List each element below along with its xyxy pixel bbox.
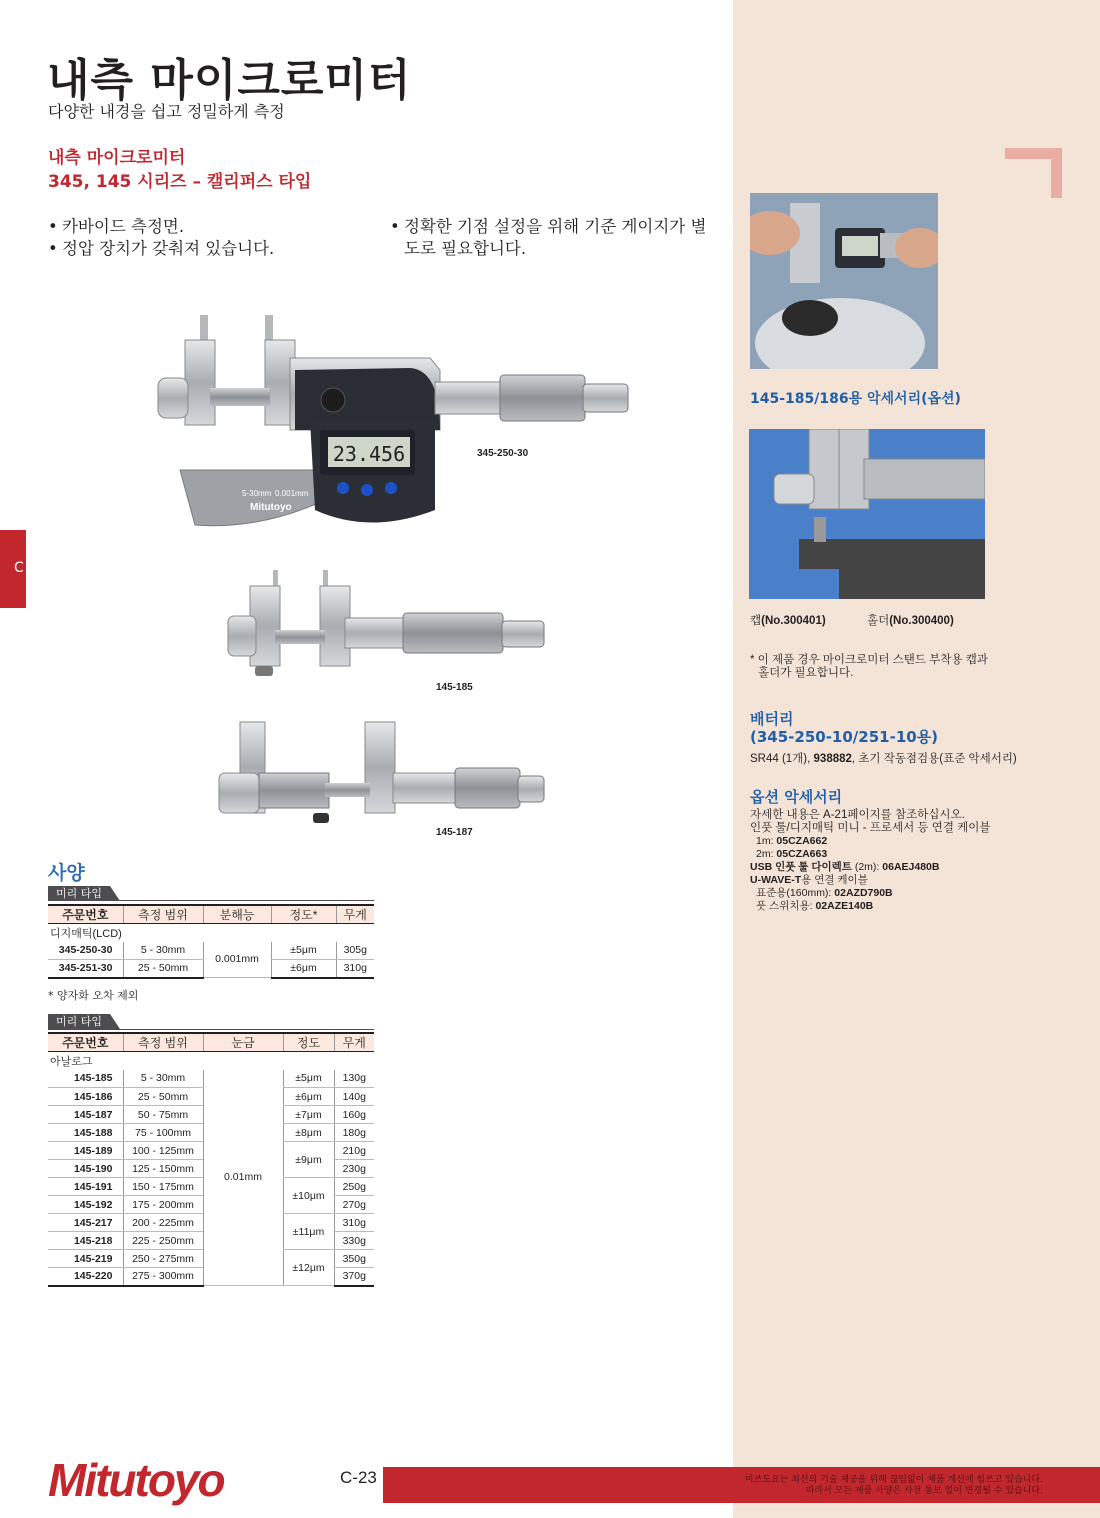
- lcd-readout: 23.456: [332, 442, 406, 466]
- column-header: 정도: [283, 1033, 334, 1052]
- spec-tag: 미리 타입: [48, 886, 110, 901]
- table-row: 145-219 250 - 275mm ±12μm 350g: [48, 1250, 374, 1268]
- table-row: 145-189 100 - 125mm ±9μm 210g: [48, 1142, 374, 1160]
- group-row: 디지매틱(LCD): [50, 927, 122, 940]
- table-row: 145-220 275 - 300mm 370g: [48, 1268, 374, 1286]
- table-row: 345-251-30 25 - 50mm ±6μm 310g: [48, 960, 374, 978]
- column-header: 정도*: [271, 905, 336, 924]
- spec-tag: 미리 타입: [48, 1014, 110, 1029]
- section-title-line1: 내측 마이크로미터: [48, 148, 186, 168]
- brand-marking: Mitutoyo: [250, 502, 292, 513]
- chapter-tab-label: C: [14, 560, 24, 576]
- product-caption: 145-187: [436, 827, 473, 838]
- page-number: C-23: [340, 1468, 377, 1487]
- table-row: 145-187 50 - 75mm ±7μm 160g: [48, 1106, 374, 1124]
- feature-item: • 정압 장치가 갖춰져 있습니다.: [48, 238, 378, 260]
- column-header: 측정 범위: [123, 905, 203, 924]
- table-row: 145-185 5 - 30mm 0.01mm ±5μm 130g: [48, 1070, 374, 1088]
- product-image-145-187: [215, 718, 545, 833]
- table-row: 145-190 125 - 150mm 230g: [48, 1160, 374, 1178]
- feature-list-right: [390, 216, 720, 260]
- options-title: 옵션 악세서리: [750, 788, 843, 806]
- resolution-marking: 0.001mm: [275, 489, 309, 498]
- column-header: 눈금: [203, 1033, 283, 1052]
- column-header: 무게: [334, 1033, 374, 1052]
- corner-mark: [1005, 148, 1062, 198]
- feature-list-left: [48, 216, 378, 260]
- table-row: 145-188 75 - 100mm ±8μm 180g: [48, 1124, 374, 1142]
- product-caption: 145-185: [436, 682, 473, 693]
- table-row: 145-191 150 - 175mm ±10μm 250g: [48, 1178, 374, 1196]
- table-row: 145-186 25 - 50mm ±6μm 140g: [48, 1088, 374, 1106]
- accessory-photo-hands: [750, 193, 938, 369]
- feature-item: • 정확한 기점 설정을 위해 기준 게이지가 별도로 필요합니다.: [390, 216, 720, 260]
- page-subtitle: 다양한 내경을 쉽고 정밀하게 측정: [48, 102, 285, 121]
- digital-spec-table: [48, 904, 374, 979]
- table-header: [48, 905, 374, 924]
- column-header: 무게: [336, 905, 374, 924]
- column-header: 주문번호: [48, 1033, 123, 1052]
- accessory-title: 145-185/186용 악세서리(옵션): [750, 391, 961, 407]
- holder-label: 홀더(No.300400): [867, 615, 954, 627]
- table-row: 345-250-30 5 - 30mm 0.001mm ±5μm 305g: [48, 942, 374, 960]
- range-marking: 5-30mm: [242, 489, 272, 498]
- options-list: 자세한 내용은 A-21페이지를 참조하십시오. 인풋 툴/디지매틱 미니 - 프로세서 등 연결 케이블 1m: 05CZA662 2m: 05CZA663 USB 인풋 툴 다이렉트 (2m): 06AEJ480B U-WAVE-T용 연결 케이블 표준용(160mm): 02AZD790B 풋 스위치용: 02AZE140B: [750, 809, 991, 912]
- section-title-line2: 345, 145 시리즈 – 캘리퍼스 타입: [48, 172, 312, 192]
- feature-item: • 카바이드 측정면.: [48, 216, 378, 238]
- specs-title: 사양: [48, 862, 85, 884]
- product-caption: 345-250-30: [477, 448, 529, 459]
- column-header: 측정 범위: [123, 1033, 203, 1052]
- table-header: [48, 1033, 374, 1052]
- spec-footnote: * 양자화 오차 제외: [48, 989, 139, 1002]
- group-row: 아날로그: [50, 1055, 93, 1068]
- product-image-145-185: [225, 568, 555, 688]
- accessory-photo-stand: [749, 429, 985, 599]
- section-title: [48, 146, 311, 194]
- tag-line: [48, 900, 374, 901]
- footer-disclaimer: 미쓰도요는 최신의 기술 제공을 위해 끊임없이 제품 개선에 힘쓰고 있습니다. 따라서 모든 제품 사양은 사전 통보 없이 변경될 수 있습니다.: [744, 1475, 1043, 1496]
- battery-title: 배터리 (345-250-10/251-10용): [750, 710, 939, 746]
- column-header: 주문번호: [48, 905, 123, 924]
- battery-text: SR44 (1개), 938882, 초기 작동점검용(표준 악세서리): [750, 753, 1017, 765]
- table-row: 145-192 175 - 200mm 270g: [48, 1196, 374, 1214]
- column-header: 분해능: [203, 905, 271, 924]
- analog-spec-table: [48, 1032, 374, 1287]
- product-image-345-250-30: [150, 310, 640, 535]
- chapter-tab: [0, 530, 26, 608]
- brand-logo: Mitutoyo: [48, 1454, 224, 1506]
- table-row: 145-217 200 - 225mm ±11μm 310g: [48, 1214, 374, 1232]
- tag-line: [48, 1029, 374, 1030]
- table-row: 145-218 225 - 250mm 330g: [48, 1232, 374, 1250]
- cap-label: 캡(No.300401): [750, 615, 826, 627]
- accessory-note: * 이 제품 경우 마이크로미터 스탠드 부착용 캡과 홀더가 필요합니다.: [750, 654, 988, 679]
- page-title: 내측 마이크로미터: [47, 55, 412, 106]
